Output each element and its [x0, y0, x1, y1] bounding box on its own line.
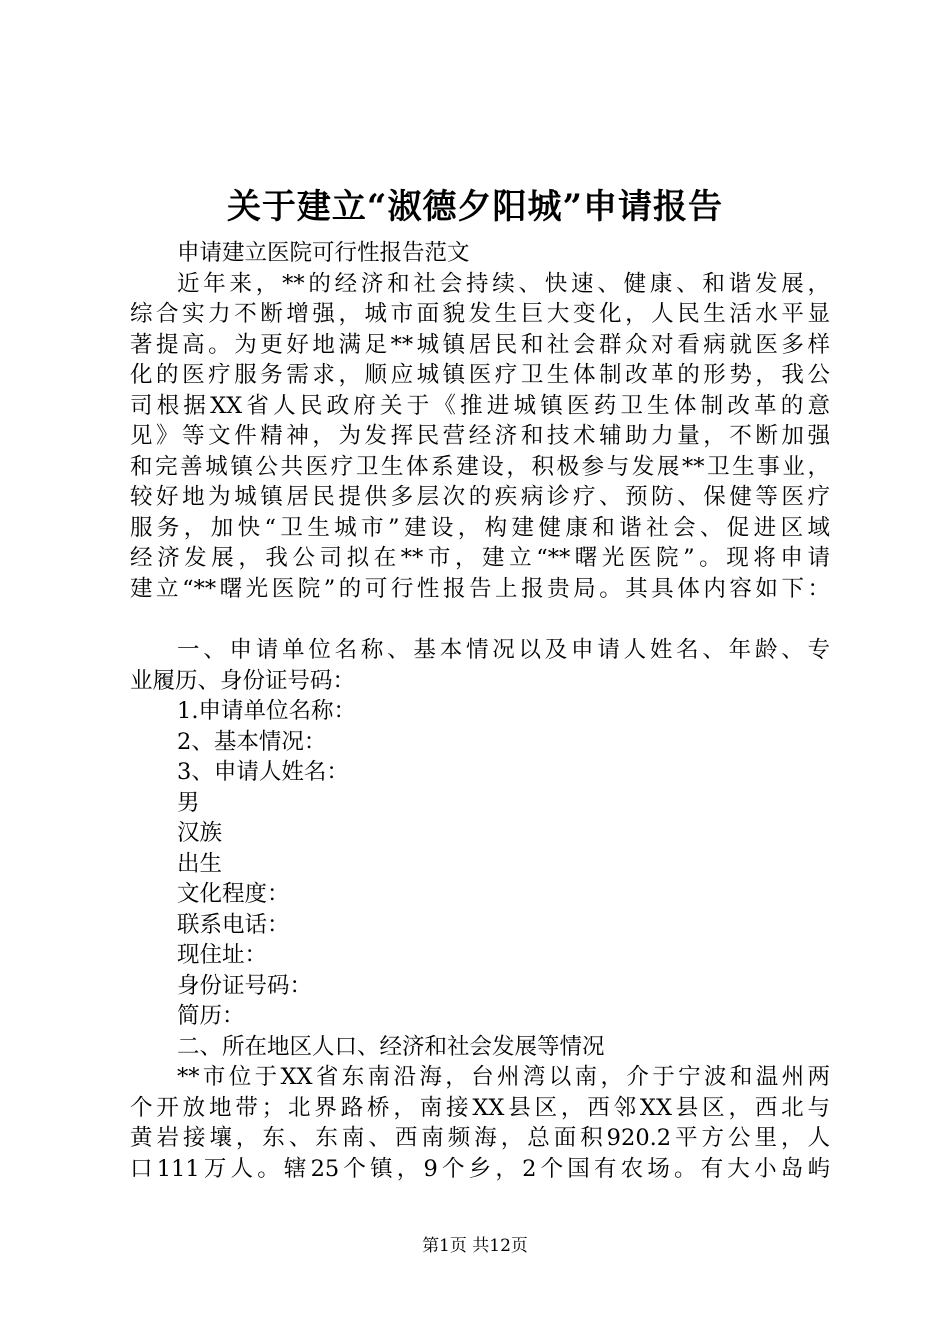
- form-field-label: 汉族: [177, 820, 223, 846]
- paragraph-line: 口111万人。辖25个镇，9个乡，2个国有农场。有大小岛屿: [130, 1155, 830, 1182]
- form-field-label: 文化程度：: [177, 881, 290, 907]
- paragraph-line: 著提高。为更好地满足**城镇居民和社会群众对看病就医多样: [130, 331, 830, 358]
- section-heading-line: 一、申请单位名称、基本情况以及申请人姓名、年龄、专: [177, 637, 830, 663]
- paragraph-line: 较好地为城镇居民提供多层次的疾病诊疗、预防、保健等医疗: [130, 484, 830, 510]
- paragraph-line: 经济发展，我公司拟在**市，建立“**曙光医院”。现将申请: [130, 545, 830, 571]
- paragraph-line: 黄岩接壤，东、东南、西南频海，总面积920.2平方公里，人: [130, 1125, 830, 1151]
- form-field-label: 3、申请人姓名：: [177, 759, 349, 785]
- paragraph-line: 服务，加快“卫生城市”建设，构建健康和谐社会、促进区域: [130, 514, 830, 541]
- form-field-label: 简历：: [177, 1003, 245, 1029]
- section-heading-line: 业履历、身份证号码：: [130, 667, 356, 694]
- paragraph-line: 综合实力不断增强，城市面貌发生巨大变化，人民生活水平显: [130, 301, 830, 327]
- section-heading-line: 二、所在地区人口、经济和社会发展等情况: [177, 1033, 605, 1060]
- form-field-label: 现住址：: [177, 942, 268, 968]
- paragraph-line: 司根据XX省人民政府关于《推进城镇医药卫生体制改革的意: [130, 392, 830, 419]
- page-number-footer: 第1页 共12页: [422, 1236, 528, 1256]
- paragraph-line: 见》等文件精神，为发挥民营经济和技术辅助力量，不断加强: [130, 423, 830, 449]
- paragraph-line: 化的医疗服务需求，顺应城镇医疗卫生体制改革的形势，我公: [130, 362, 830, 388]
- paragraph-line: 建立“**曙光医院”的可行性报告上报贵局。其具体内容如下：: [130, 575, 830, 602]
- document-title: 关于建立“淑德夕阳城”申请报告: [226, 187, 724, 227]
- form-field-label: 出生: [177, 850, 223, 877]
- form-field-label: 1.申请单位名称：: [177, 698, 356, 724]
- form-field-label: 2、基本情况：: [177, 728, 327, 755]
- paragraph-line: **市位于XX省东南沿海，台州湾以南，介于宁波和温州两: [177, 1064, 830, 1090]
- subtitle-line: 申请建立医院可行性报告范文: [177, 240, 470, 266]
- paragraph-line: 近年来，**的经济和社会持续、快速、健康、和谐发展，: [177, 270, 830, 297]
- paragraph-line: 个开放地带；北界路桥，南接XX县区，西邻XX县区，西北与: [130, 1094, 830, 1121]
- form-field-label: 身份证号码：: [177, 972, 313, 999]
- paragraph-line: 和完善城镇公共医疗卫生体系建设，积极参与发展**卫生事业，: [130, 453, 830, 480]
- form-field-label: 男: [177, 789, 200, 816]
- paragraph-gap: [130, 604, 830, 635]
- form-field-label: 联系电话：: [177, 911, 290, 938]
- document-body: [130, 238, 830, 1184]
